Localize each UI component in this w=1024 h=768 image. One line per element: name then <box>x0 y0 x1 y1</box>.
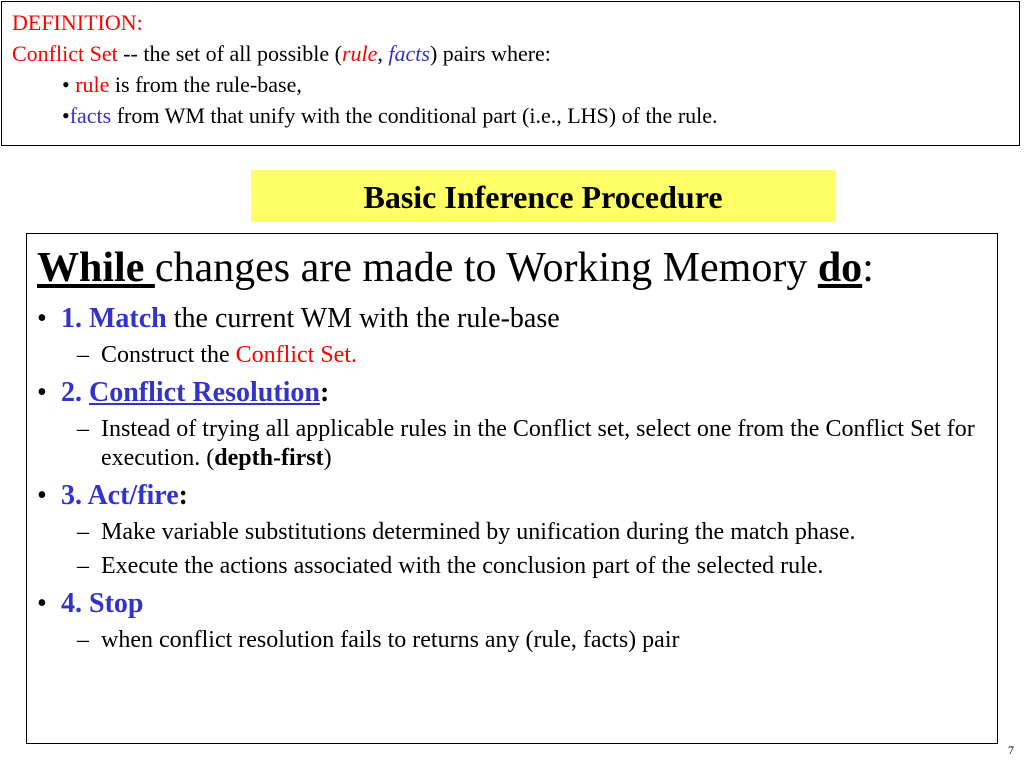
step-act-fire-sub-2-text: Execute the actions associated with the conclusion part of the selected rule. <box>101 553 824 579</box>
definition-heading: DEFINITION: <box>12 10 143 35</box>
bullet-icon: • <box>37 377 47 408</box>
step-conflict-resolution-sub-after: ) <box>323 445 332 471</box>
while-text: changes are made to Working Memory <box>154 245 818 291</box>
step-match-sub-text: Construct the <box>101 342 236 368</box>
bullet-icon: • <box>62 103 70 128</box>
page-number: 7 <box>1008 743 1014 757</box>
bullet-icon: • <box>37 303 47 334</box>
dash-icon: – <box>77 553 89 579</box>
definition-item-rule-keyword: rule <box>75 72 110 97</box>
step-act-fire <box>37 479 997 513</box>
step-conflict-resolution-sub-text: Instead of trying all applicable rules in the Conflict set, select one from the Conflict Set for execution. ( <box>101 416 975 471</box>
definition-line <box>12 38 1019 69</box>
step-stop-sub <box>37 626 997 655</box>
dash-icon: – <box>77 627 89 653</box>
definition-pair-sep: , <box>377 41 389 66</box>
depth-first-keyword: depth-first <box>214 445 324 471</box>
definition-item-rule-text: is from the rule-base, <box>109 72 302 97</box>
step-conflict-resolution-colon: : <box>320 377 330 408</box>
dash-icon: – <box>77 519 89 545</box>
step-conflict-resolution-sub <box>37 415 997 473</box>
definition-item-rule <box>12 69 1019 100</box>
definition-term: Conflict Set <box>12 41 118 66</box>
step-conflict-resolution <box>37 376 997 410</box>
bullet-icon: • <box>62 72 76 97</box>
dash-icon: – <box>77 416 89 442</box>
slide-title: Basic Inference Procedure <box>251 170 835 222</box>
step-act-fire-sub-2 <box>37 552 997 581</box>
step-match-label: 1. Match <box>61 303 167 334</box>
step-match-text: the current WM with the rule-base <box>166 303 560 334</box>
step-stop <box>37 587 997 621</box>
step-act-fire-sub-1-text: Make variable substitutions determined by unification during the match phase. <box>101 519 856 545</box>
definition-desc-after: ) pairs where: <box>429 41 551 66</box>
definition-desc-before: -- the set of all possible ( <box>117 41 342 66</box>
bullet-icon: • <box>37 588 47 619</box>
definition-box <box>1 1 1020 146</box>
procedure-box <box>26 233 998 744</box>
step-stop-sub-text: when conflict resolution fails to returns any (rule, facts) pair <box>101 627 680 653</box>
bullet-icon: • <box>37 480 47 511</box>
step-conflict-resolution-number: 2. <box>61 377 89 408</box>
dash-icon: – <box>77 342 89 368</box>
step-act-fire-label: 3. Act/fire <box>61 480 179 511</box>
step-stop-label: 4. Stop <box>61 588 144 619</box>
step-match-sub <box>37 341 997 370</box>
definition-item-facts <box>12 100 1019 131</box>
definition-item-facts-text: from WM that unify with the conditional part (i.e., LHS) of the rule. <box>111 103 718 128</box>
definition-pair-rule: rule <box>341 41 378 66</box>
definition-item-facts-keyword: facts <box>69 103 112 128</box>
while-keyword: While <box>37 245 155 291</box>
step-act-fire-sub-1 <box>37 518 997 547</box>
do-colon: : <box>862 245 874 291</box>
step-act-fire-colon: : <box>178 480 188 511</box>
while-heading <box>37 240 997 296</box>
step-match <box>37 302 997 336</box>
do-keyword: do <box>817 245 863 291</box>
definition-pair-facts: facts <box>388 41 430 66</box>
step-conflict-resolution-label: Conflict Resolution <box>89 377 320 408</box>
conflict-set-highlight: Conflict Set. <box>235 342 357 368</box>
